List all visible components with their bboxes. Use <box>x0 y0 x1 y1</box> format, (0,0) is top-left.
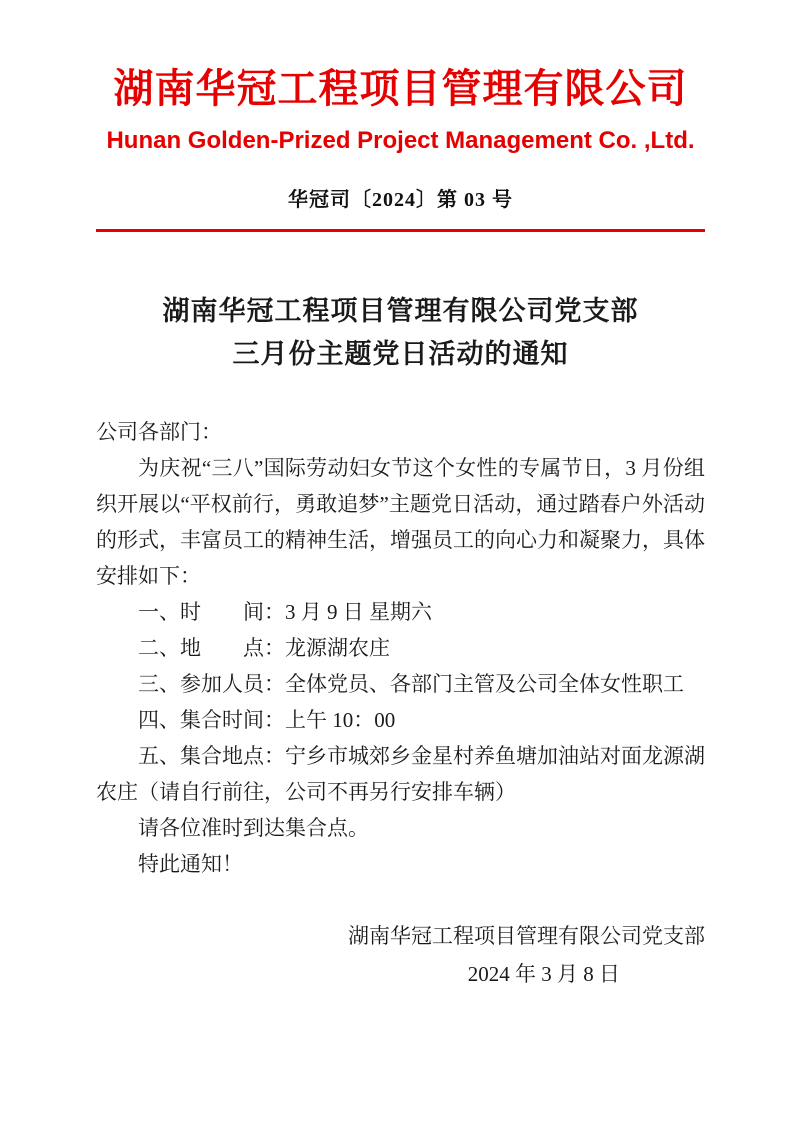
salutation: 公司各部门： <box>96 420 222 444</box>
signature-organization: 湖南华冠工程项目管理有限公司党支部 <box>348 924 705 948</box>
signature-date: 2024 年 3 月 8 日 <box>467 962 620 986</box>
list-item-assembly-place: 五、集合地点：宁乡市城郊乡金星村养鱼塘加油站对面龙源湖农庄（请自行前往，公司不再另行安排车辆） <box>96 744 705 804</box>
document-number: 华冠司〔2024〕第 03 号 <box>288 189 513 211</box>
closing-line: 特此通知！ <box>138 852 243 876</box>
red-divider-rule <box>96 229 705 232</box>
notice-title <box>96 290 705 376</box>
intro-paragraph: 为庆祝“三八”国际劳动妇女节这个女性的专属节日，3 月份组织开展以“平权前行，勇敢追梦”主题党日活动，通过踏春户外活动的形式，丰富员工的精神生活，增强员工的向心力和凝聚力，具体安排如下： <box>96 456 705 588</box>
notice-title-line2: 三月份主题党日活动的通知 <box>232 339 569 369</box>
reminder-line: 请各位准时到达集合点。 <box>138 816 369 840</box>
notice-body <box>96 414 705 882</box>
list-item-participants: 三、参加人员：全体党员、各部门主管及公司全体女性职工 <box>138 672 684 696</box>
list-item-place: 二、地 点：龙源湖农庄 <box>138 636 390 660</box>
letterhead <box>96 62 705 232</box>
list-item-assembly-time: 四、集合时间：上午 10：00 <box>138 708 396 732</box>
list-item-time: 一、时 间：3 月 9 日 星期六 <box>138 600 432 624</box>
company-name-chinese: 湖南华冠工程项目管理有限公司 <box>113 66 688 111</box>
company-name-english: Hunan Golden-Prized Project Management Co. ,Ltd. <box>106 127 695 154</box>
notice-content <box>96 290 705 994</box>
notice-title-line1: 湖南华冠工程项目管理有限公司党支部 <box>162 296 639 326</box>
